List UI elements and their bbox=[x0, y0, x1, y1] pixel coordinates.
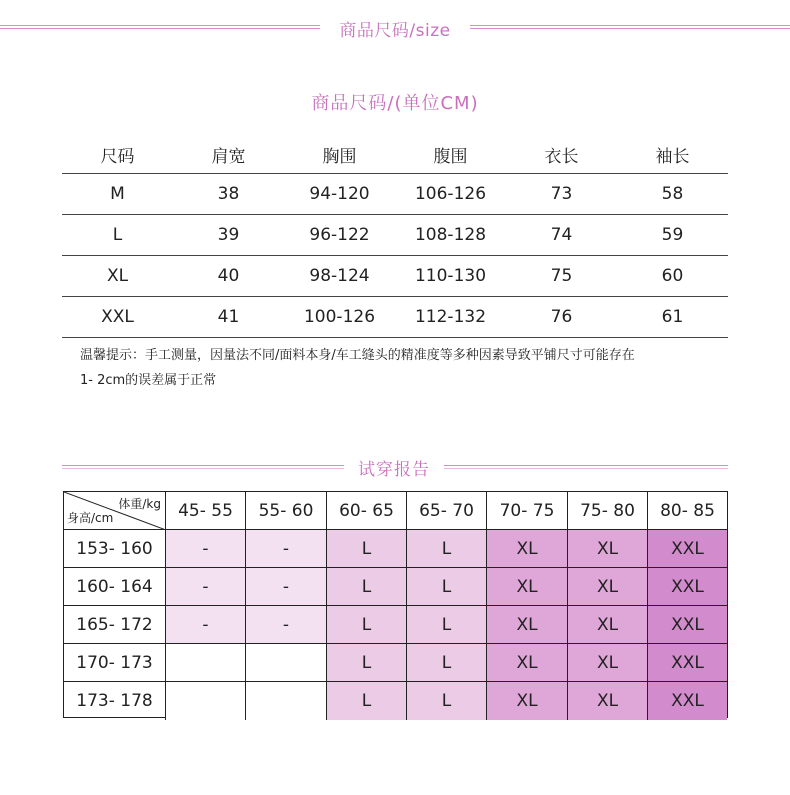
size-cell: 60 bbox=[661, 266, 684, 286]
size-cell: 76 bbox=[550, 307, 573, 327]
weight-axis-label: 体重/kg bbox=[118, 497, 161, 511]
table-row bbox=[62, 297, 728, 338]
recommended-size-cell: - bbox=[166, 530, 246, 568]
recommended-size-cell: L bbox=[407, 606, 487, 644]
size-cell: 39 bbox=[217, 225, 240, 245]
table-row bbox=[64, 682, 727, 720]
size-cell: M bbox=[110, 184, 125, 204]
tryon-corner-cell bbox=[64, 492, 166, 530]
weight-header: 55- 60 bbox=[246, 492, 327, 530]
recommended-size-cell: XL bbox=[568, 530, 648, 568]
recommended-size-cell: L bbox=[327, 682, 407, 720]
recommended-size-cell: L bbox=[327, 568, 407, 606]
size-cell: 73 bbox=[550, 184, 573, 204]
recommended-size-cell: XL bbox=[568, 644, 648, 682]
recommended-size-cell: XL bbox=[568, 682, 648, 720]
recommended-size-cell: L bbox=[327, 644, 407, 682]
recommended-size-cell: - bbox=[166, 606, 246, 644]
size-cell: 96-122 bbox=[309, 225, 370, 245]
recommended-size-cell: XXL bbox=[648, 568, 727, 606]
recommended-size-cell: L bbox=[407, 568, 487, 606]
size-table-header-row bbox=[62, 135, 728, 174]
table-row bbox=[62, 174, 728, 215]
recommended-size-cell: XL bbox=[487, 606, 568, 644]
size-cell: 40 bbox=[217, 266, 240, 286]
weight-header: 75- 80 bbox=[568, 492, 648, 530]
tryon-header-row bbox=[64, 492, 727, 530]
recommended-size-cell: L bbox=[327, 606, 407, 644]
measurement-note-line1: 温馨提示：手工测量，因量法不同/面料本身/车工缝头的精准度等多种因素导致平铺尺寸可能存在 bbox=[80, 348, 635, 363]
recommended-size-cell: XL bbox=[487, 530, 568, 568]
recommended-size-cell: XL bbox=[487, 644, 568, 682]
recommended-size-cell: XXL bbox=[648, 644, 727, 682]
measurement-note-line2: 1- 2cm的误差属于正常 bbox=[80, 373, 217, 388]
height-range-cell: 160- 164 bbox=[64, 568, 166, 606]
size-table bbox=[62, 135, 728, 338]
recommended-size-cell: XL bbox=[487, 568, 568, 606]
size-col-header: 肩宽 bbox=[211, 146, 246, 167]
size-cell: XL bbox=[106, 266, 129, 286]
recommended-size-cell: - bbox=[166, 568, 246, 606]
recommended-size-cell: L bbox=[407, 644, 487, 682]
recommended-size-cell: L bbox=[407, 682, 487, 720]
recommended-size-cell bbox=[246, 682, 327, 720]
table-row bbox=[62, 256, 728, 297]
recommended-size-cell: XXL bbox=[648, 682, 727, 720]
recommended-size-cell bbox=[166, 682, 246, 720]
tryon-divider-right bbox=[444, 465, 728, 469]
size-cell: 59 bbox=[661, 225, 684, 245]
size-cell: 61 bbox=[661, 307, 684, 327]
table-row bbox=[64, 530, 727, 568]
height-axis-label: 身高/cm bbox=[67, 511, 114, 525]
height-range-cell: 153- 160 bbox=[64, 530, 166, 568]
recommended-size-cell: L bbox=[327, 530, 407, 568]
tryon-divider-left bbox=[62, 465, 344, 469]
size-cell: 110-130 bbox=[414, 266, 487, 286]
weight-header: 65- 70 bbox=[407, 492, 487, 530]
size-col-header: 衣长 bbox=[544, 146, 579, 167]
size-cell: XXL bbox=[101, 307, 134, 327]
page-header-title: 商品尺码/size bbox=[339, 21, 451, 41]
tryon-title: 试穿报告 bbox=[358, 460, 430, 480]
recommended-size-cell: - bbox=[246, 568, 327, 606]
size-cell: 106-126 bbox=[414, 184, 487, 204]
recommended-size-cell: XXL bbox=[648, 530, 727, 568]
size-col-header: 尺码 bbox=[100, 146, 135, 167]
size-cell: 58 bbox=[661, 184, 684, 204]
table-row bbox=[64, 644, 727, 682]
recommended-size-cell: XXL bbox=[648, 606, 727, 644]
size-cell: 112-132 bbox=[414, 307, 487, 327]
size-col-header: 腹围 bbox=[433, 146, 468, 167]
size-cell: 74 bbox=[550, 225, 573, 245]
recommended-size-cell: XL bbox=[487, 682, 568, 720]
weight-header: 45- 55 bbox=[166, 492, 246, 530]
recommended-size-cell: XL bbox=[568, 606, 648, 644]
table-row bbox=[64, 568, 727, 606]
size-cell: 100-126 bbox=[303, 307, 376, 327]
size-cell: L bbox=[112, 225, 123, 245]
weight-header: 80- 85 bbox=[648, 492, 727, 530]
height-range-cell: 170- 173 bbox=[64, 644, 166, 682]
recommended-size-cell bbox=[166, 644, 246, 682]
recommended-size-cell: - bbox=[246, 530, 327, 568]
size-table-title: 商品尺码/(单位CM) bbox=[311, 93, 479, 114]
size-cell: 94-120 bbox=[309, 184, 370, 204]
height-range-cell: 173- 178 bbox=[64, 682, 166, 720]
weight-header: 60- 65 bbox=[327, 492, 407, 530]
table-row bbox=[64, 606, 727, 644]
size-cell: 41 bbox=[217, 307, 240, 327]
size-cell: 38 bbox=[217, 184, 240, 204]
height-range-cell: 165- 172 bbox=[64, 606, 166, 644]
recommended-size-cell: XL bbox=[568, 568, 648, 606]
table-row bbox=[62, 215, 728, 256]
size-cell: 98-124 bbox=[309, 266, 370, 286]
size-cell: 108-128 bbox=[414, 225, 487, 245]
size-cell: 75 bbox=[550, 266, 573, 286]
recommended-size-cell: L bbox=[407, 530, 487, 568]
recommended-size-cell: - bbox=[246, 606, 327, 644]
recommended-size-cell bbox=[246, 644, 327, 682]
tryon-grid bbox=[63, 491, 728, 718]
weight-header: 70- 75 bbox=[487, 492, 568, 530]
size-col-header: 胸围 bbox=[322, 146, 357, 167]
size-col-header: 袖长 bbox=[655, 146, 690, 167]
